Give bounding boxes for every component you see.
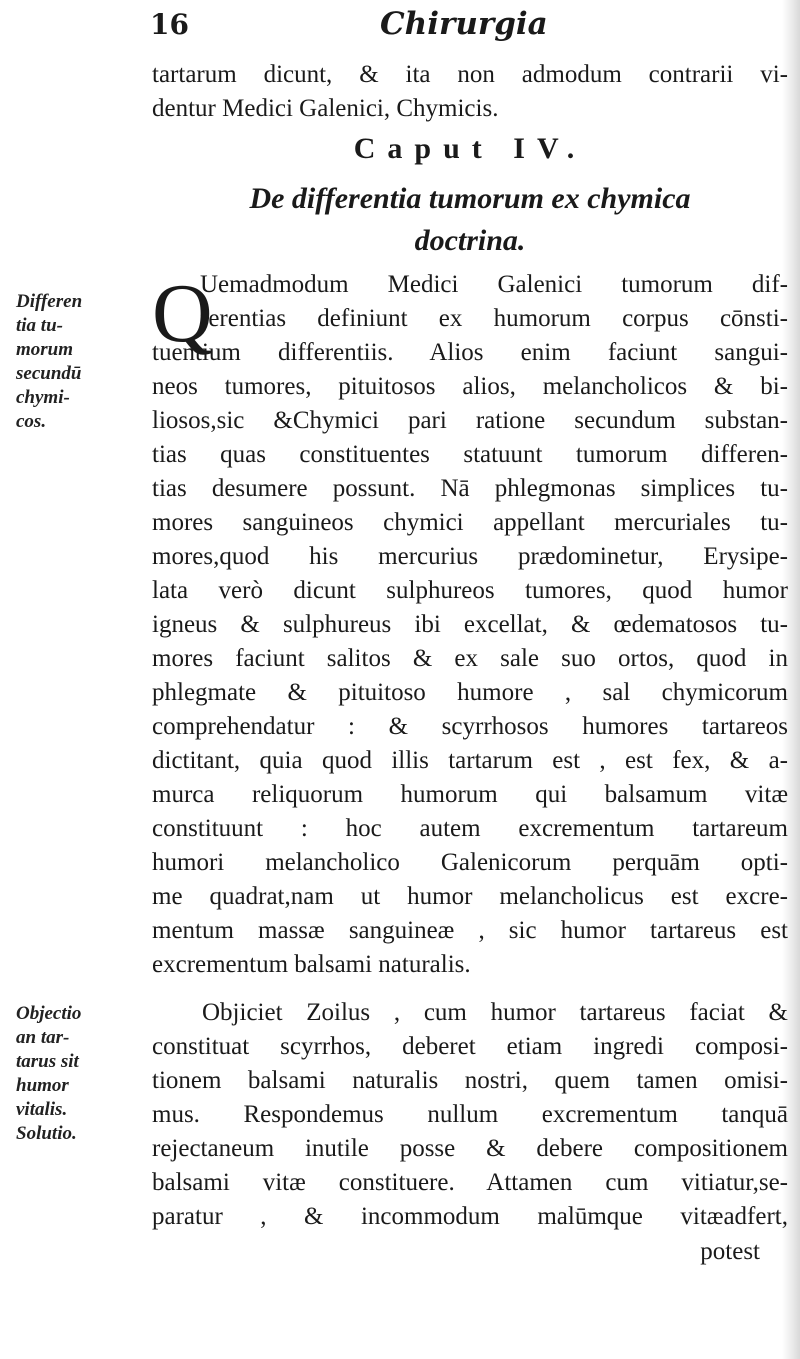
text-line: mores,quod his mercurius prædominetur, Erysipe- [152, 543, 788, 570]
running-title: Chirurgia [380, 6, 548, 42]
margin-note-line: vitalis. [16, 1099, 68, 1120]
margin-note-line: Differen [16, 291, 83, 312]
text-line: mentum massæ sanguineæ , sic humor tartareus est [152, 917, 788, 944]
margin-note-line: tarus sit [16, 1051, 79, 1072]
margin-note-line: secundū [16, 363, 82, 384]
text-line: phlegmate & pituitoso humore , sal chymicorum [152, 679, 788, 706]
text-line: Uemadmodum Medici Galenici tumorum dif- [200, 271, 788, 298]
text-line: tionem balsami naturalis nostri, quem tamen omisi- [152, 1067, 788, 1094]
text-line: mores sanguineos chymici appellant mercuriales tu- [152, 509, 788, 536]
text-line: mus. Respondemus nullum excrementum tanquā [152, 1101, 788, 1128]
margin-note-line: humor [16, 1075, 69, 1096]
drop-cap-initial: Q [152, 267, 213, 360]
margin-note-objectio [16, 1002, 144, 1146]
text-line: mores faciunt salitos & ex sale suo ortos, quod in [152, 645, 788, 672]
page-number: 16 [150, 8, 189, 41]
text-line: humori melancholico Galenicorum perquām opti- [152, 849, 788, 876]
text-line: constituat scyrrhos, deberet etiam ingredi composi- [152, 1033, 788, 1060]
text-line: tartarum dicunt, & ita non admodum contrarii vi- [152, 61, 788, 88]
margin-note-line: chymi- [16, 387, 70, 408]
catchword: potest [700, 1238, 760, 1265]
text-line: dictitant, quia quod illis tartarum est , est fex, & a- [152, 747, 788, 774]
margin-note-line: morum [16, 339, 74, 360]
text-line: balsami vitæ constituere. Attamen cum vitiatur,se- [152, 1169, 788, 1196]
text-line: murca reliquorum humorum qui balsamum vitæ [152, 781, 788, 808]
running-header [150, 6, 770, 46]
text-line: neos tumores, pituitosos alios, melancholicos & bi- [152, 373, 788, 400]
text-line: tias quas constituentes statuunt tumorum differen- [152, 441, 788, 468]
margin-note-line: cos. [16, 411, 47, 432]
paragraph-2 [152, 996, 788, 1234]
text-line: dentur Medici Galenici, Chymicis. [152, 95, 499, 122]
text-line: lata verò dicunt sulphureos tumores, quod humor [152, 577, 788, 604]
chapter-title-line: doctrina. [414, 224, 526, 257]
text-line: me quadrat,nam ut humor melancholicus est excre- [152, 883, 788, 910]
paragraph-1 [152, 268, 788, 982]
margin-note-line: Objectio [16, 1003, 82, 1024]
margin-note-line: an tar- [16, 1027, 70, 1048]
chapter-title [160, 178, 780, 262]
text-line: rejectaneum inutile posse & debere compositionem [152, 1135, 788, 1162]
text-line: comprehendatur : & scyrrhosos humores tartareos [152, 713, 788, 740]
text-line: excrementum balsami naturalis. [152, 951, 471, 978]
text-line: Objiciet Zoilus , cum humor tartareus faciat & [202, 999, 788, 1026]
text-line: liosos,sic &Chymici pari ratione secundum substan- [152, 407, 788, 434]
text-line: tias desumere possunt. Nā phlegmonas simplices tu- [152, 475, 788, 502]
margin-note-differentia [16, 290, 144, 434]
text-line: paratur , & incommodum malūmque vitæadfert, [152, 1203, 788, 1230]
text-line: igneus & sulphureus ibi excellat, & œdematosos tu- [152, 611, 788, 638]
text-line: ferentias definiunt ex humorum corpus cōnsti- [200, 305, 788, 332]
text-line: constituunt : hoc autem excrementum tartareum [152, 815, 788, 842]
intro-text [152, 58, 788, 126]
text-line: tuentium differentiis. Alios enim faciunt sangui- [152, 339, 788, 366]
margin-note-line: tia tu- [16, 315, 63, 336]
chapter-heading: Caput IV. [353, 132, 587, 165]
margin-note-line: Solutio. [16, 1123, 77, 1144]
chapter-title-line: De differentia tumorum ex chymica [249, 182, 691, 215]
